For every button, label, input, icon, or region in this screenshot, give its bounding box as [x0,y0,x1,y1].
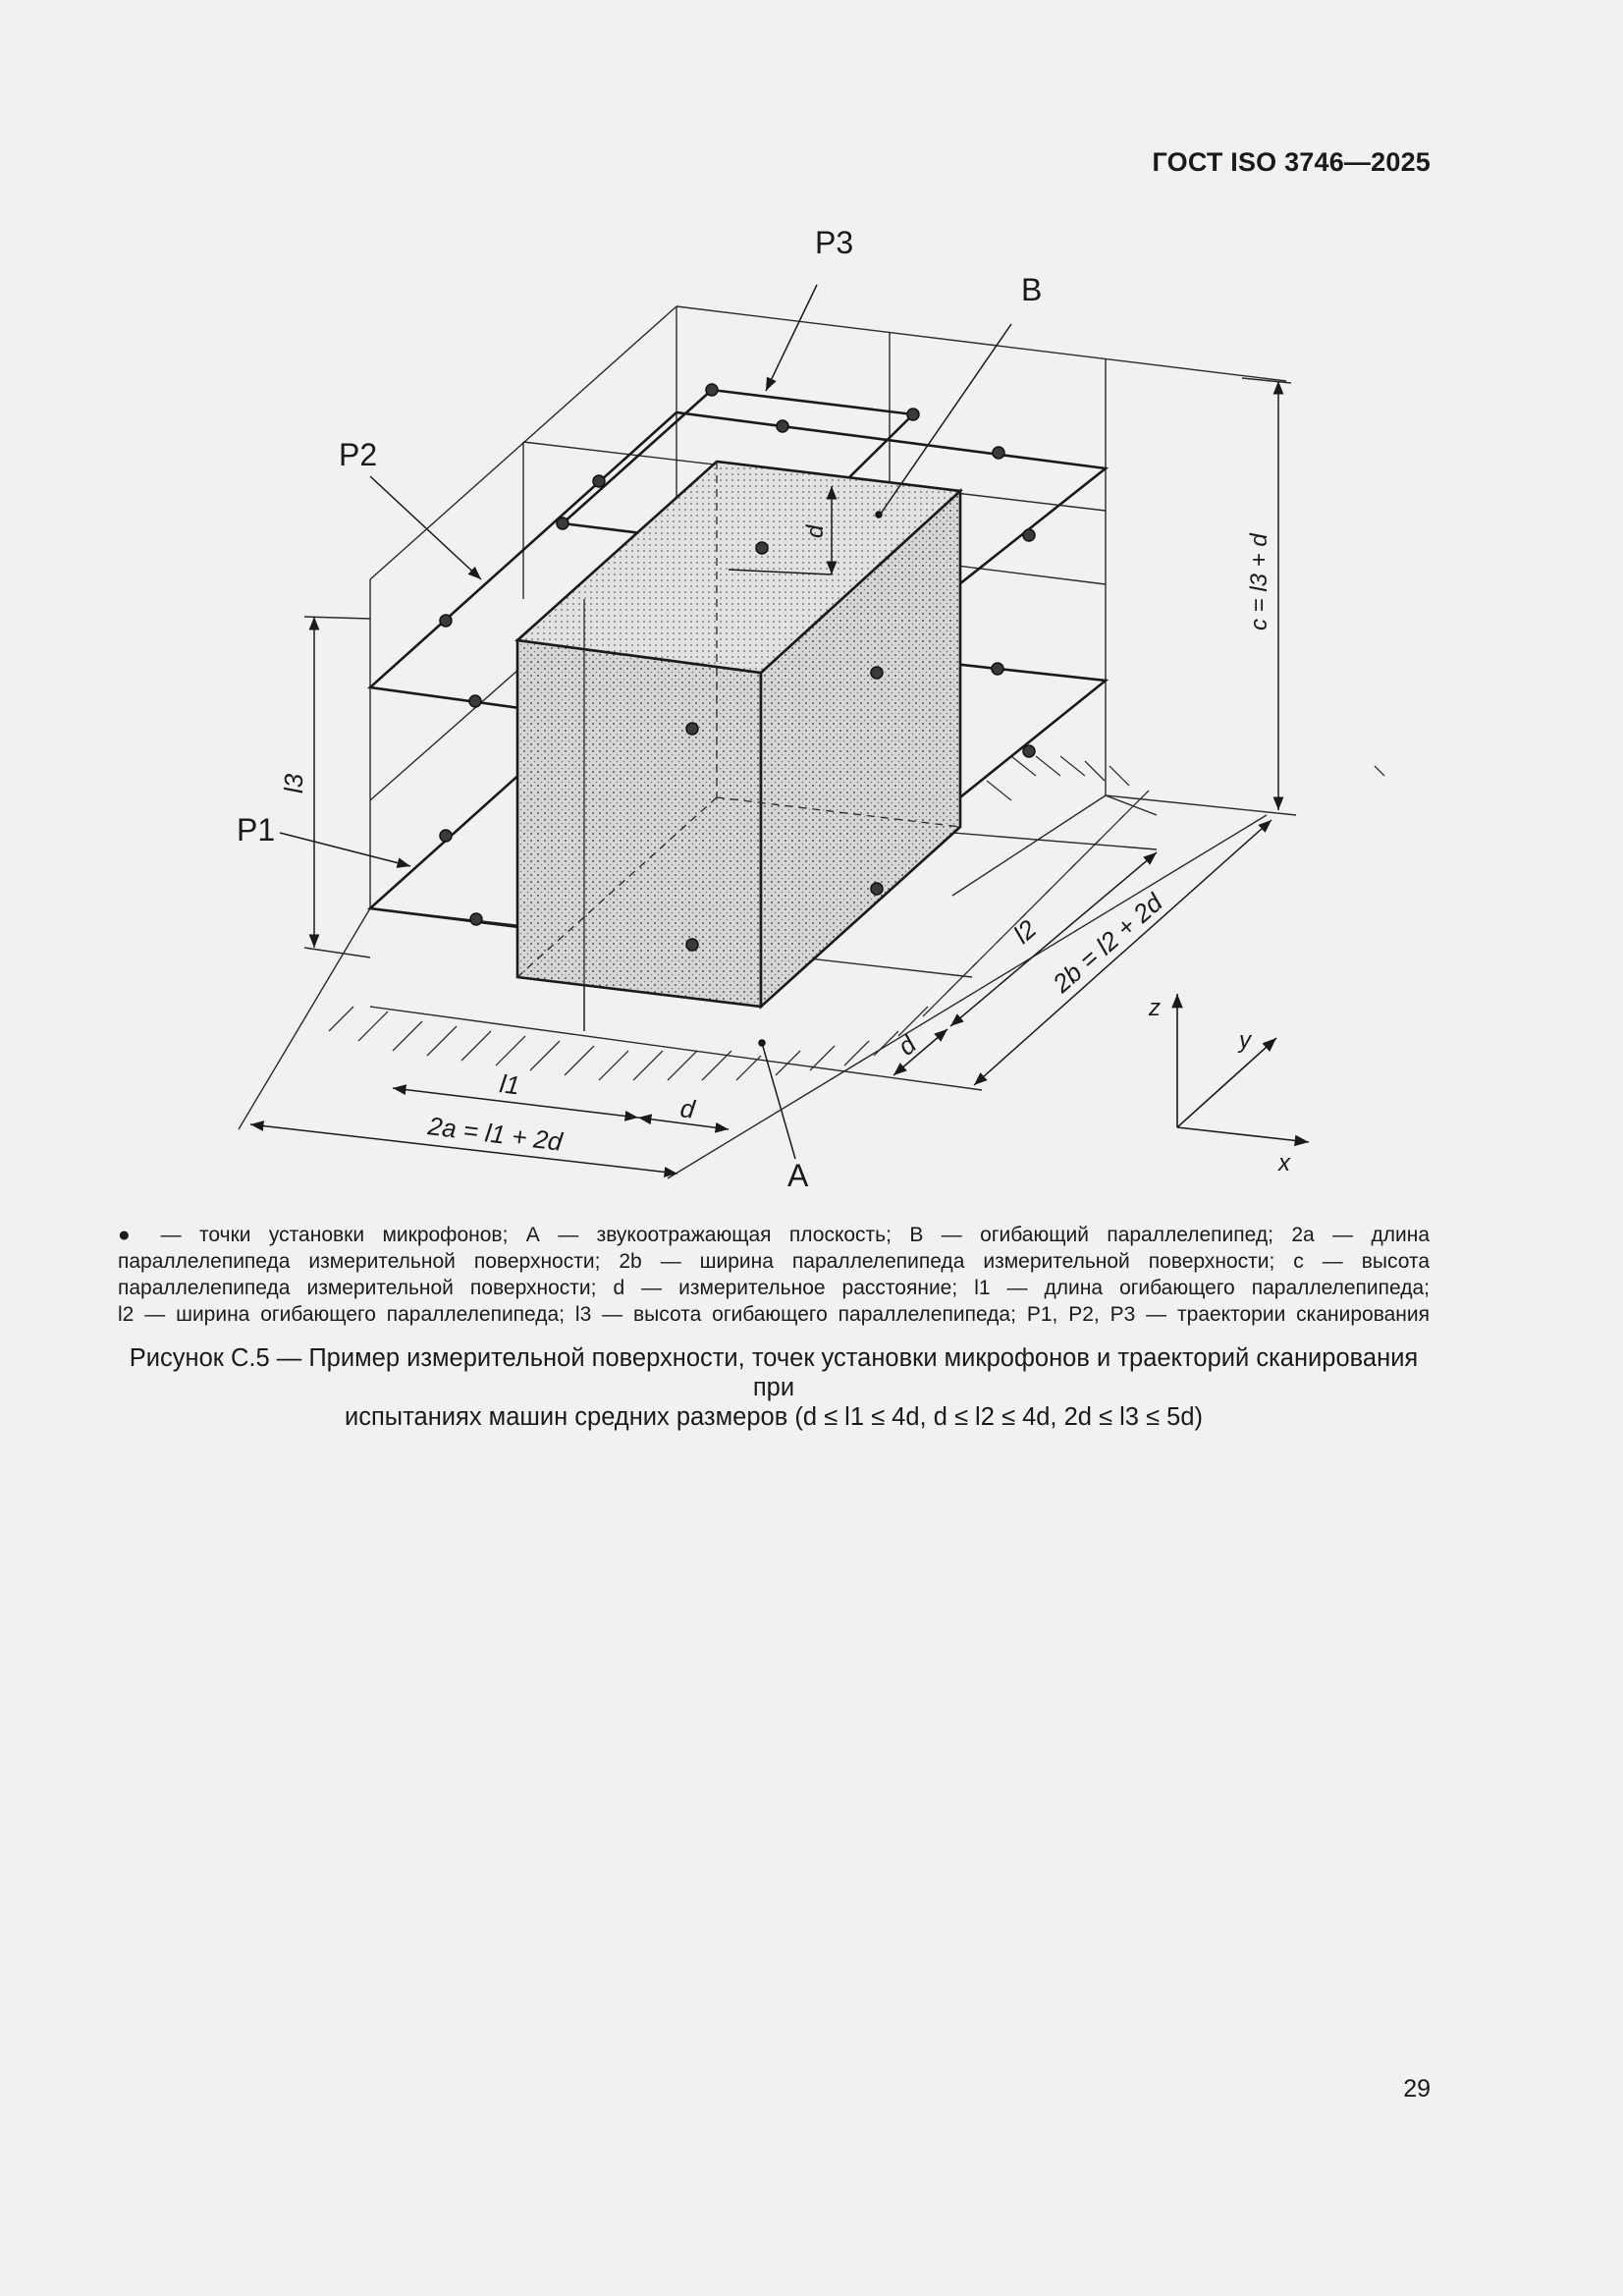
figure-caption [113,1343,1434,1432]
microphone-point [871,667,883,679]
microphone-point [907,409,919,420]
label-p3: P3 [815,225,854,260]
label-d-top: d [802,524,829,538]
legend-line-2: параллелепипеда измерительной поверхности; 2b — ширина параллелепипеда измерительной поверхности; c — высота [118,1250,1430,1273]
microphone-point [756,542,768,554]
microphone-point [470,913,482,925]
coordinate-axes [1177,994,1309,1142]
figure-legend [118,1222,1430,1328]
label-p1: P1 [237,812,276,847]
caption-line-1: Рисунок С.5 — Пример измерительной поверхности, точек установки микрофонов и траекторий сканирования при [129,1344,1419,1401]
label-d-side: d [892,1029,922,1062]
label-b: B [1021,272,1043,307]
microphone-point [992,663,1003,675]
label-l3: l3 [279,773,308,793]
microphone-point [557,518,568,529]
microphone-point [993,447,1004,459]
microphone-point [686,939,698,951]
microphone-point [871,883,883,895]
document-code: ГОСТ ISO 3746—2025 [1152,147,1431,177]
microphone-point [440,615,452,627]
microphone-point [777,420,788,432]
page-number: 29 [1403,2075,1431,2103]
microphone-point [1023,529,1035,541]
label-l2: l2 [1007,913,1043,950]
label-axis-y: y [1239,1027,1251,1054]
microphone-point [706,384,718,396]
legend-line-4: l2 — ширина огибающего параллелепипеда; l3 — высота огибающего параллелепипеда; P1, P2, P3 — траектории сканирования [118,1303,1430,1326]
microphone-point [469,695,481,707]
legend-line-1: ● — точки установки микрофонов; А — звукоотражающая плоскость; В — огибающий параллелепипед; 2a — длина [118,1224,1430,1246]
microphone-point [593,475,605,487]
label-l1: l1 [498,1068,522,1101]
label-d-bottom: d [678,1093,697,1124]
label-c-dimension: c = l3 + d [1246,533,1272,630]
box-front-face [517,640,761,1007]
caption-line-2: испытаниях машин средних размеров (d ≤ l1 ≤ 4d, d ≤ l2 ≤ 4d, 2d ≤ l3 ≤ 5d) [345,1403,1203,1431]
microphone-point [440,830,452,842]
legend-line-3: параллелепипеда измерительной поверхности; d — измерительное расстояние; l1 — длина огибающего параллелепипеда; [118,1277,1430,1299]
label-2b: 2b = l2 + 2d [1047,887,1168,999]
label-a: A [787,1158,809,1193]
microphone-point [686,723,698,735]
label-p2: P2 [339,437,378,472]
label-2a: 2a = l1 + 2d [426,1111,565,1157]
label-axis-x: x [1278,1150,1290,1176]
label-axis-z: z [1149,995,1161,1021]
microphone-point [1023,745,1035,757]
